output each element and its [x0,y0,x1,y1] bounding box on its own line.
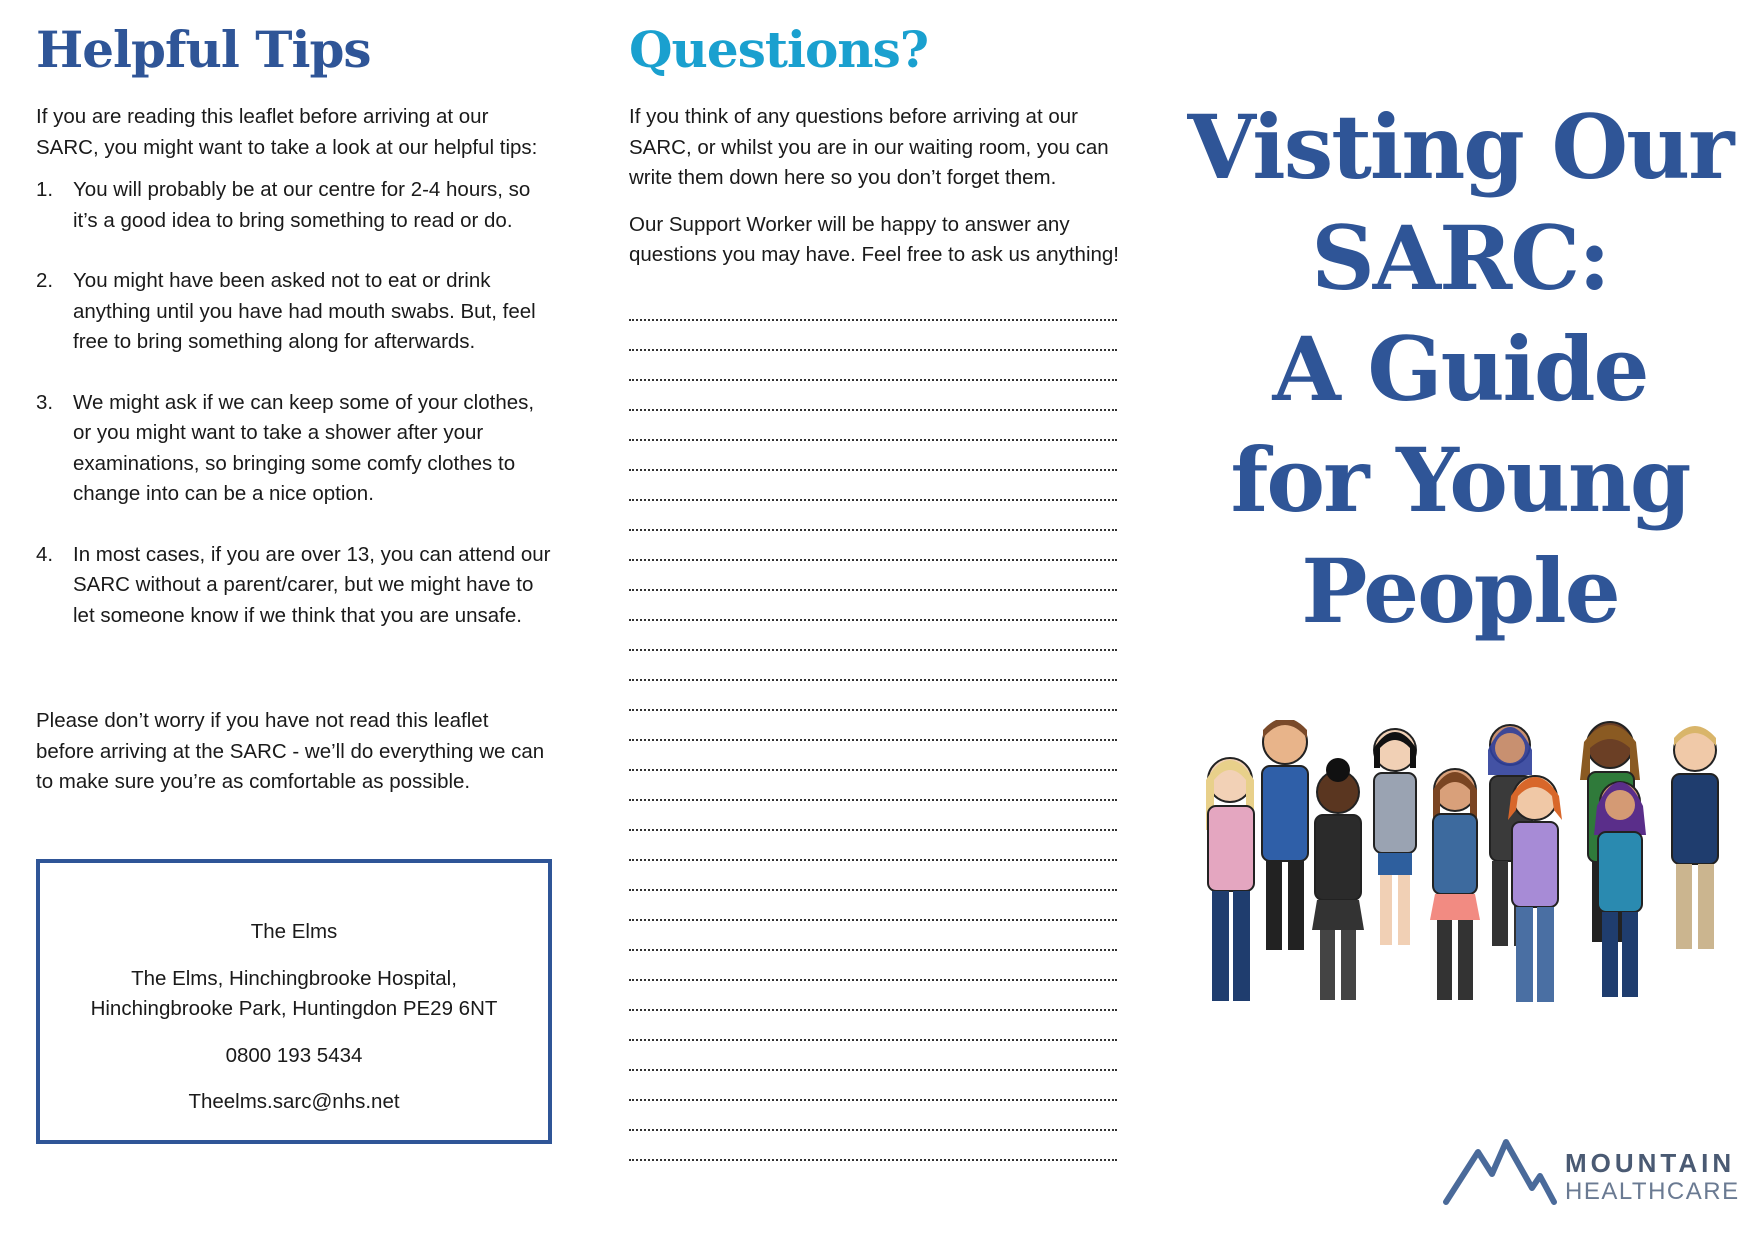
person-figure [1312,758,1364,1000]
questions-heading: Questions? [629,20,929,79]
person-figure [1508,776,1562,1002]
tips-list [36,175,576,631]
mountain-healthcare-logo [1440,1130,1740,1210]
dotted-line [629,921,1117,951]
logo-word-healthcare: HEALTHCARE [1565,1178,1740,1205]
dotted-line [629,741,1117,771]
cover-panel [1180,0,1740,1205]
reassurance-text: Please don’t worry if you have not read this leaflet before arriving at the SARC - we’ll do everything we can to make sure you’re as comfortable as possible. [36,709,545,793]
contact-address: The Elms, Hinchingbrooke Hospital, Hinchingbrooke Park, Huntingdon PE29 6NT [90,966,498,1020]
cover-title: Visting Our SARC: A Guide for Young People [1187,95,1733,643]
questions-panel [629,0,1149,1161]
notes-lines [629,291,1149,1161]
person-figure [1594,782,1646,997]
helpful-tips-heading: Helpful Tips [36,20,371,79]
person-figure [1262,720,1308,950]
dotted-line [629,501,1117,531]
dotted-line [629,891,1117,921]
dotted-line [629,351,1117,381]
dotted-line [629,471,1117,501]
dotted-line [629,681,1117,711]
questions-intro: If you think of any questions before arriving at our SARC, or whilst you are in our waiting room, you can write them down here so you don’t forget them. [629,105,1109,189]
dotted-line [629,591,1117,621]
dotted-line [629,1131,1117,1161]
dotted-line [629,1101,1117,1131]
tip-item: 1. You will probably be at our centre for 2-4 hours, so it’s a good idea to bring something to read or do. [36,178,531,232]
contact-email: Theelms.sarc@nhs.net [188,1090,400,1113]
helpful-tips-panel [36,0,576,1113]
dotted-line [629,381,1117,411]
dotted-line [629,831,1117,861]
person-figure [1672,726,1718,949]
dotted-line [629,1011,1117,1041]
dotted-line [629,561,1117,591]
logo-word-mountain: MOUNTAIN [1565,1148,1736,1178]
dotted-line [629,621,1117,651]
dotted-line [629,951,1117,981]
support-worker-text: Our Support Worker will be happy to answer any questions you may have. Feel free to ask us anything! [629,212,1119,266]
dotted-line [629,981,1117,1011]
contact-box [36,859,552,1144]
dotted-line [629,771,1117,801]
dotted-line [629,291,1117,321]
dotted-line [629,801,1117,831]
tip-item: 3. We might ask if we can keep some of your clothes, or you might want to take a shower after your examinations, so bringing some comfy clothes to change into can be a nice option. [36,390,535,505]
person-figure [1430,769,1480,1000]
dotted-line [629,531,1117,561]
dotted-line [629,651,1117,681]
dotted-line [629,1071,1117,1101]
dotted-line [629,711,1117,741]
intro-text: If you are reading this leaflet before arriving at our SARC, you might want to take a look at our helpful tips: [36,105,538,159]
contact-phone: 0800 193 5434 [225,1043,363,1067]
dotted-line [629,861,1117,891]
mountain-logo-icon [1440,1130,1560,1210]
dotted-line [629,411,1117,441]
tip-item: 4. In most cases, if you are over 13, you can attend our SARC without a parent/carer, but we might have to let someone know if we think that you are unsafe. [36,542,551,627]
tip-item: 2. You might have been asked not to eat or drink anything until you have had mouth swabs. But, feel free to bring something along for afterwards. [36,269,536,353]
young-people-illustration [1190,720,1730,1020]
contact-name: The Elms [250,920,338,943]
person-figure [1374,729,1416,945]
dotted-line [629,321,1117,351]
dotted-line [629,1041,1117,1071]
dotted-line [629,441,1117,471]
person-figure [1206,758,1254,1001]
